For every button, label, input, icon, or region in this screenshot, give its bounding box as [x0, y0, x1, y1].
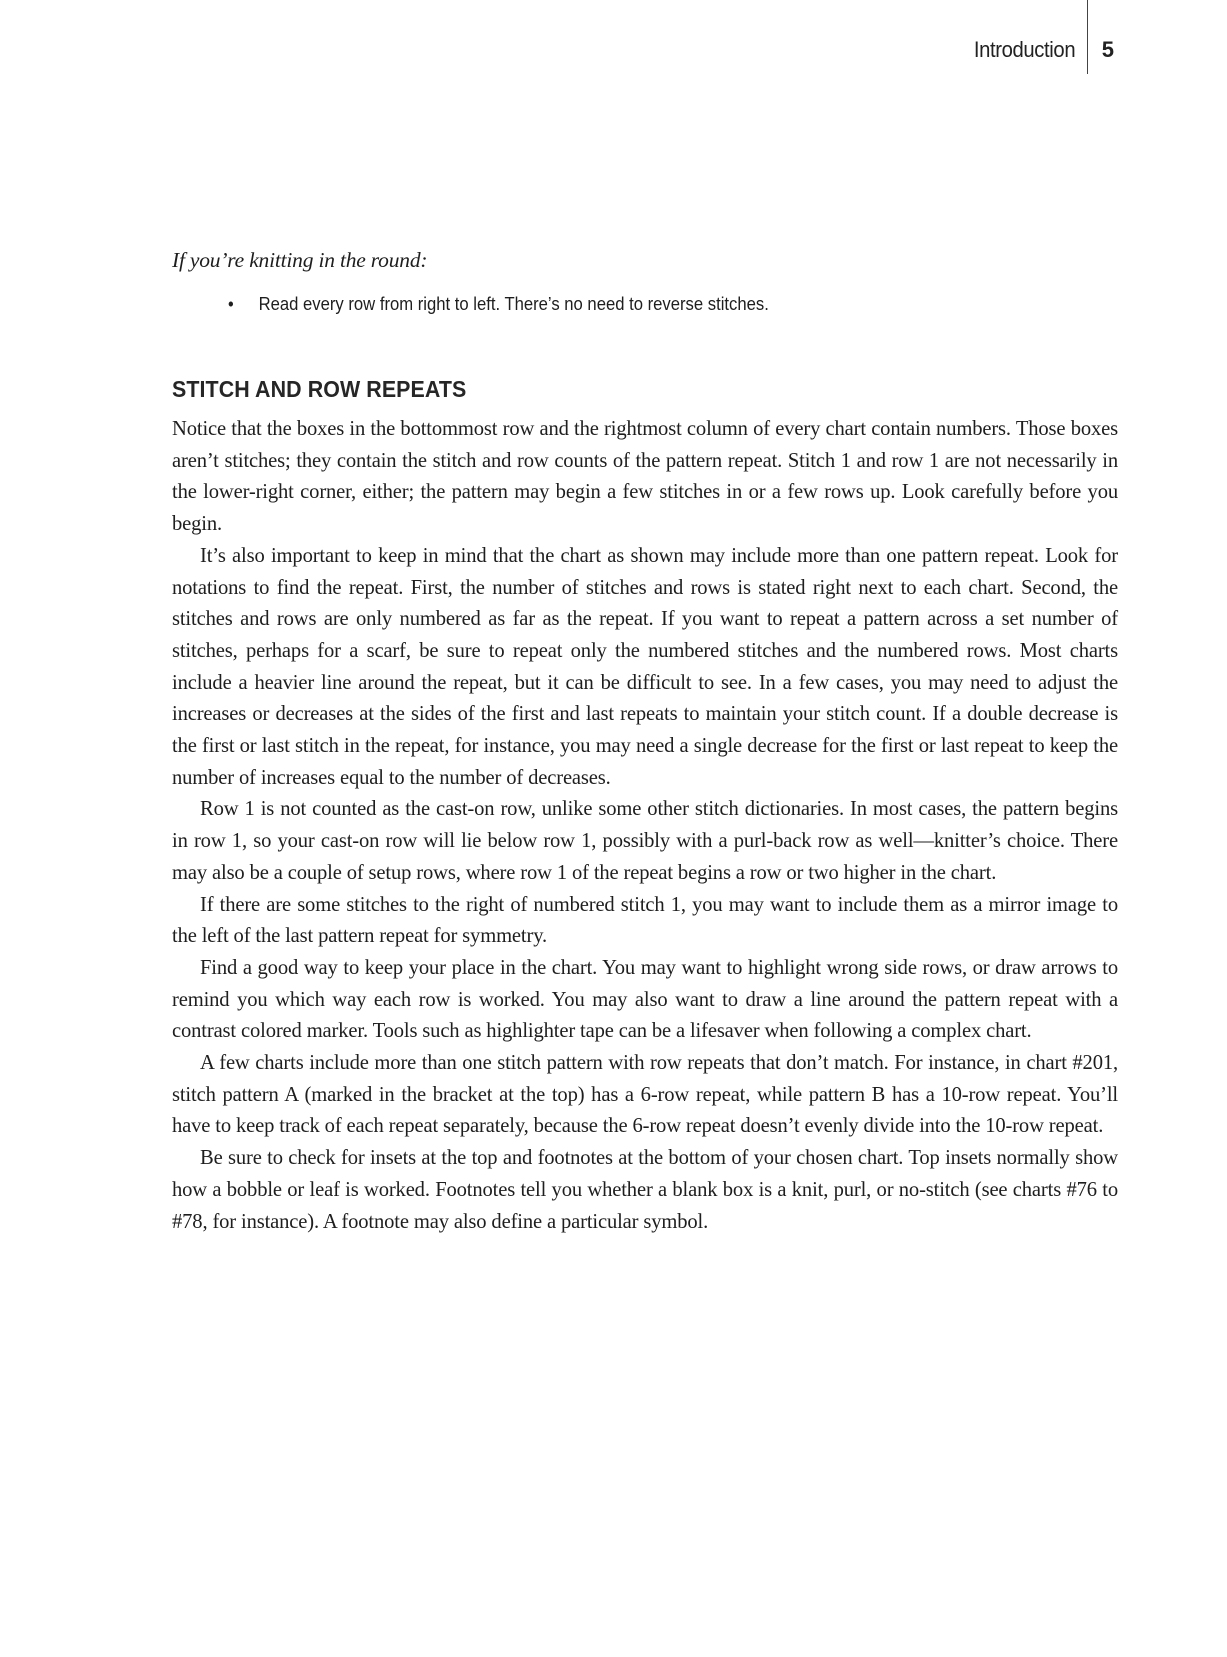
round-knitting-lead-in: If you’re knitting in the round: — [172, 248, 428, 272]
page-content — [172, 246, 1118, 1238]
body-text — [172, 414, 1118, 1238]
bullet-icon: • — [228, 294, 234, 314]
paragraph: Be sure to check for insets at the top and footnotes at the bottom of your chosen chart. Top insets normally show how a bobble or leaf is worked. Footnotes tell you whether a blank box is a knit, purl, or no-stitch (see charts #76 to #78, for instance). A footnote may also define a particular symbol. — [172, 1147, 1118, 1233]
bullet-list — [172, 290, 1118, 318]
page-number: 5 — [1101, 37, 1114, 62]
running-header — [964, 33, 1114, 74]
header-section-title: Introduction — [973, 37, 1075, 62]
paragraph: If there are some stitches to the right of numbered stitch 1, you may want to include them as a mirror image to the left of the last pattern repeat for symmetry. — [172, 893, 1118, 948]
paragraph: A few charts include more than one stitch pattern with row repeats that don’t match. For instance, in chart #201, stitch pattern A (marked in the bracket at the top) has a 6-row repeat, while pattern B has a 10-row repeat. You’ll have to keep track of each repeat separately, because the 6-row repeat doesn’t evenly divide into the 10-row repeat. — [172, 1052, 1118, 1138]
section-heading: STITCH AND ROW REPEATS — [172, 376, 467, 402]
list-item-text: Read every row from right to left. There’s no need to reverse stitches. — [258, 293, 769, 314]
paragraph: Row 1 is not counted as the cast-on row, unlike some other stitch dictionaries. In most cases, the pattern begins in row 1, so your cast-on row will lie below row 1, possibly with a purl-back row as well—knitter’s choice. There may also be a couple of setup rows, where row 1 of the repeat begins a row or two higher in the chart. — [172, 798, 1118, 884]
paragraph: It’s also important to keep in mind that the chart as shown may include more than one pattern repeat. Look for notations to find the repeat. First, the number of stitches and rows is stated right next to each chart. Second, the stitches and rows are only numbered as far as the repeat. If you want to repeat a pattern across a set number of stitches, perhaps for a scarf, be sure to repeat only the numbered stitches and the numbered rows. Most charts include a heavier line around the repeat, but it can be difficult to see. In a few cases, you may need to adjust the increases or decreases at the sides of the first and last repeats to maintain your stitch count. If a double decrease is the first or last stitch in the repeat, for instance, you may need a single decrease for the first or last repeat to keep the number of increases equal to the number of decreases. — [172, 544, 1118, 789]
list-item — [228, 290, 1029, 318]
paragraph: Notice that the boxes in the bottommost row and the rightmost column of every chart contain numbers. Those boxes aren’t stitches; they contain the stitch and row counts of the pattern repeat. Stitch 1 and row 1 are not necessarily in the lower-right corner, either; the pattern may begin a few stitches in or a few rows up. Look carefully before you begin. — [172, 418, 1118, 536]
paragraph: Find a good way to keep your place in the chart. You may want to highlight wrong side rows, or draw arrows to remind you which way each row is worked. You may also want to draw a line around the pattern repeat with a contrast colored marker. Tools such as highlighter tape can be a lifesaver when following a complex chart. — [172, 956, 1118, 1043]
